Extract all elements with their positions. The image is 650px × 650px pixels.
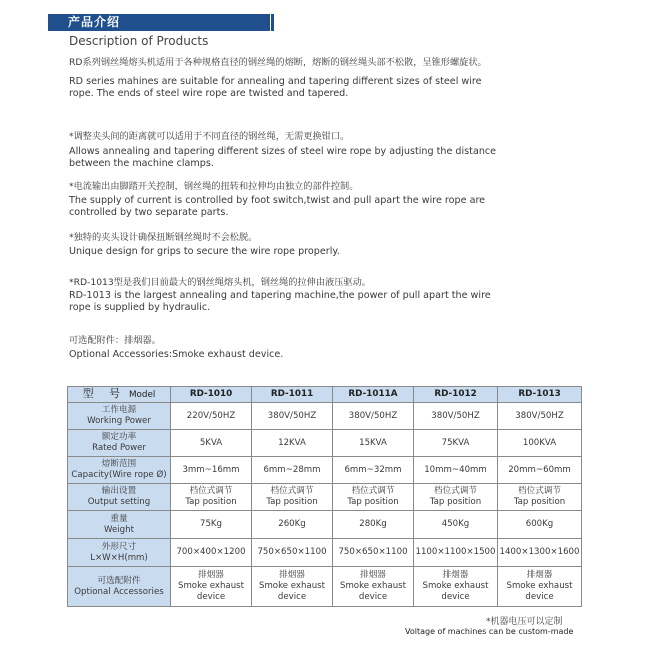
table-cell: 600Kg bbox=[498, 511, 582, 539]
row-label bbox=[68, 567, 171, 607]
paragraph-cn: *独特的夹头设计确保扭断钢丝绳时不会松脱。 bbox=[69, 232, 258, 243]
cell-cn: 排烟器 bbox=[279, 570, 305, 580]
cell-en: Smoke exhaust device bbox=[339, 581, 406, 602]
table-cell bbox=[171, 567, 252, 607]
cell-cn: 档位式调节 bbox=[351, 486, 395, 496]
table-cell: 3mm~16mm bbox=[171, 457, 252, 484]
row-label-en: Capacity(Wire rope Ø) bbox=[71, 470, 167, 480]
row-label-cn: 可选配附件 bbox=[97, 575, 141, 586]
row-label bbox=[68, 403, 171, 430]
table-row-output-setting bbox=[68, 484, 582, 511]
cell-en: Smoke exhaust device bbox=[506, 581, 573, 602]
table-cell: 6mm~28mm bbox=[252, 457, 333, 484]
row-label-cn: 重量 bbox=[110, 513, 128, 524]
table-cell bbox=[498, 484, 582, 511]
table-cell: 10mm~40mm bbox=[414, 457, 498, 484]
row-label-en: Optional Accessories bbox=[74, 586, 164, 597]
paragraph-intro bbox=[69, 57, 499, 100]
cell-cn: 档位式调节 bbox=[270, 486, 314, 496]
table-cell: 1100×1100×1500 bbox=[414, 539, 498, 567]
paragraph-cn: 可选配附件：排烟器。 bbox=[69, 335, 161, 346]
table-header-row bbox=[68, 387, 582, 403]
paragraph-en: RD series mahines are suitable for annealing and tapering different sizes of steel wire rope. The ends of steel wire rope are twisted and tapered. bbox=[69, 76, 482, 99]
model-cell: RD-1011 bbox=[252, 387, 333, 403]
table-cell: 750×650×1100 bbox=[333, 539, 414, 567]
cell-en: Tap position bbox=[266, 497, 318, 507]
row-label-en: Weight bbox=[104, 524, 134, 535]
paragraph-cn: *调整夹头间的距离就可以适用于不同直径的钢丝绳，无需更换钳口。 bbox=[69, 131, 350, 142]
row-label bbox=[68, 457, 171, 484]
table-cell: 380V/50HZ bbox=[414, 403, 498, 430]
table-cell: 380V/50HZ bbox=[252, 403, 333, 430]
table-row-optional-accessories bbox=[68, 567, 582, 607]
cell-cn: 排烟器 bbox=[360, 570, 386, 580]
paragraph-grips bbox=[69, 232, 499, 258]
row-label-cn: 额定功率 bbox=[101, 432, 137, 442]
row-label bbox=[68, 484, 171, 511]
table-row-working-power bbox=[68, 403, 582, 430]
row-label-cn: 工作电源 bbox=[101, 405, 137, 415]
table-cell: 1400×1300×1600 bbox=[498, 539, 582, 567]
table-cell: 6mm~32mm bbox=[333, 457, 414, 484]
footer-note-cn: *机器电压可以定制 bbox=[486, 617, 563, 627]
table-cell: 75KVA bbox=[414, 430, 498, 457]
model-label-en: Model bbox=[128, 390, 156, 400]
section-title-en: Description of Products bbox=[69, 34, 209, 48]
row-label-en: L×W×H(mm) bbox=[90, 552, 148, 563]
cell-cn: 档位式调节 bbox=[189, 486, 233, 496]
paragraph-clamps bbox=[69, 131, 499, 170]
table-cell: 100KVA bbox=[498, 430, 582, 457]
section-title-cn: 产品介绍 bbox=[68, 15, 121, 29]
row-label bbox=[68, 430, 171, 457]
paragraph-cn: RD系列钢丝绳熔头机适用于各种规格直径的钢丝绳的熔断，熔断的钢丝绳头部不松散，呈锥形螺旋状。 bbox=[69, 57, 487, 68]
paragraph-en: Optional Accessories:Smoke exhaust device. bbox=[69, 349, 284, 360]
model-cell: RD-1013 bbox=[498, 387, 582, 403]
table-row-weight bbox=[68, 511, 582, 539]
table-cell bbox=[414, 484, 498, 511]
paragraph-en: Unique design for grips to secure the wire rope properly. bbox=[69, 246, 340, 257]
cell-cn: 排烟器 bbox=[442, 570, 469, 580]
table-cell bbox=[252, 484, 333, 511]
paragraph-en: Allows annealing and tapering different sizes of steel wire rope by adjusting the distance between the machine clamps. bbox=[69, 146, 497, 169]
cell-en: Smoke exhaust device bbox=[177, 581, 244, 602]
table-cell: 220V/50HZ bbox=[171, 403, 252, 430]
model-cell: RD-1011A bbox=[333, 387, 414, 403]
table-cell: 260Kg bbox=[252, 511, 333, 539]
paragraph-accessories bbox=[69, 335, 499, 361]
paragraph-cn: *RD-1013型是我们目前最大的钢丝绳熔头机，钢丝绳的拉伸由液压驱动。 bbox=[69, 277, 371, 288]
cell-cn: 档位式调节 bbox=[434, 486, 477, 496]
cell-en: Tap position bbox=[347, 497, 399, 507]
table-row-dimensions bbox=[68, 539, 582, 567]
row-label-cn: 熔断范围 bbox=[101, 459, 137, 469]
table-row-rated-power bbox=[68, 430, 582, 457]
row-label-en: Output setting bbox=[87, 497, 151, 507]
table-cell bbox=[171, 484, 252, 511]
table-cell: 750×650×1100 bbox=[252, 539, 333, 567]
table-cell: 450Kg bbox=[414, 511, 498, 539]
row-label bbox=[68, 539, 171, 567]
table-cell bbox=[252, 567, 333, 607]
spec-table bbox=[67, 386, 582, 607]
cell-en: Tap position bbox=[429, 497, 482, 507]
cell-en: Tap position bbox=[513, 497, 566, 507]
table-cell: 380V/50HZ bbox=[333, 403, 414, 430]
row-label-cn: 输出设置 bbox=[101, 486, 137, 496]
table-cell bbox=[414, 567, 498, 607]
paragraph-rd1013 bbox=[69, 277, 499, 314]
cell-en: Smoke exhaust device bbox=[422, 581, 489, 602]
table-cell: 700×400×1200 bbox=[171, 539, 252, 567]
paragraph-en: RD-1013 is the largest annealing and tapering machine,the power of pull apart the wire rope is supplied by hydraulic. bbox=[69, 290, 491, 313]
model-cell: RD-1012 bbox=[414, 387, 498, 403]
cell-cn: 档位式调节 bbox=[518, 486, 561, 496]
model-label-cn: 型 号 bbox=[82, 387, 127, 400]
cell-cn: 排烟器 bbox=[526, 570, 553, 580]
table-cell: 75Kg bbox=[171, 511, 252, 539]
model-header-cell bbox=[68, 387, 171, 403]
table-cell: 20mm~60mm bbox=[498, 457, 582, 484]
row-label-cn: 外形尺寸 bbox=[101, 541, 137, 552]
paragraph-current bbox=[69, 181, 499, 219]
cell-cn: 排烟器 bbox=[198, 570, 224, 580]
table-cell: 15KVA bbox=[333, 430, 414, 457]
cell-en: Smoke exhaust device bbox=[258, 581, 325, 602]
paragraph-cn: *电流输出由脚踏开关控制，钢丝绳的扭转和拉伸均由独立的部件控制。 bbox=[69, 181, 359, 192]
table-cell: 280Kg bbox=[333, 511, 414, 539]
paragraph-en: The supply of current is controlled by foot switch,twist and pull apart the wire rope are controlled by two separate parts. bbox=[69, 195, 486, 218]
table-row-capacity bbox=[68, 457, 582, 484]
table-cell: 5KVA bbox=[171, 430, 252, 457]
row-label bbox=[68, 511, 171, 539]
section-header-bar bbox=[271, 14, 274, 31]
table-cell: 12KVA bbox=[252, 430, 333, 457]
model-cell: RD-1010 bbox=[171, 387, 252, 403]
table-cell: 380V/50HZ bbox=[498, 403, 582, 430]
cell-en: Tap position bbox=[185, 497, 237, 507]
table-cell bbox=[333, 484, 414, 511]
footer-note-en: Voltage of machines can be custom-made bbox=[405, 627, 574, 636]
row-label-en: Rated Power bbox=[92, 443, 146, 453]
row-label-en: Working Power bbox=[87, 416, 151, 426]
table-cell bbox=[333, 567, 414, 607]
table-cell bbox=[498, 567, 582, 607]
